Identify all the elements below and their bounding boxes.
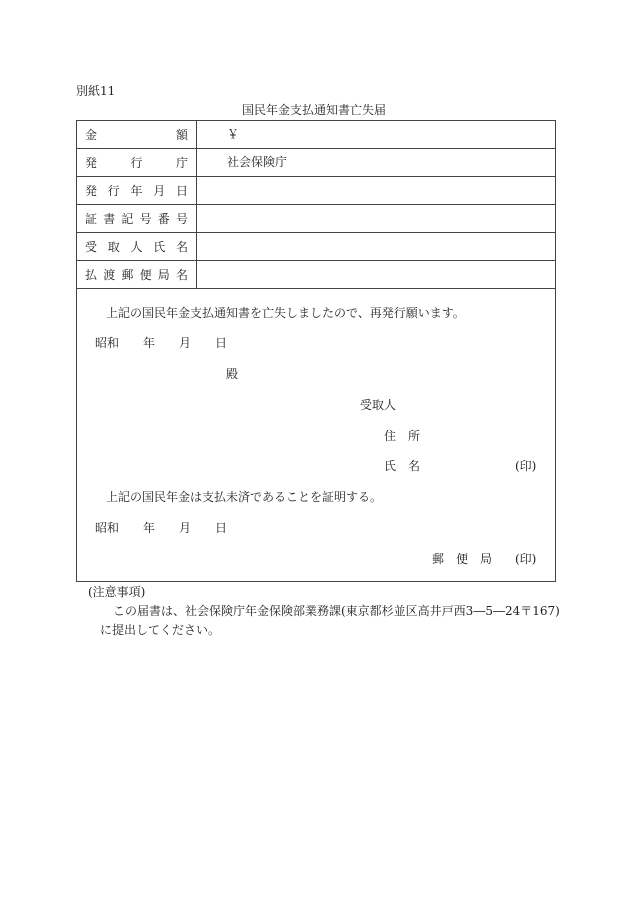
row-label (77, 177, 197, 204)
post-office-label: 郵 便 局 (432, 552, 493, 566)
row-value[interactable]: ￥ (227, 127, 240, 141)
row-label-char: 庁 (175, 156, 188, 170)
row-label-char: 局 (157, 268, 170, 282)
date-era-1: 昭和 (95, 336, 120, 350)
row-label-char: 人 (130, 240, 143, 254)
address-label: 住 所 (384, 429, 421, 443)
name-label: 氏 名 (384, 459, 421, 473)
row-label (77, 149, 197, 176)
row-label-char: 額 (175, 128, 188, 142)
row-label-char: 日 (175, 184, 188, 198)
date-year-1: 年 (143, 336, 156, 350)
row-label-char: 発 (85, 184, 98, 198)
row-label-char: 便 (139, 268, 152, 282)
row-label-char: 行 (130, 156, 143, 170)
seal-mark-1: (印) (515, 459, 537, 473)
row-label-char: 行 (107, 184, 120, 198)
row-label-char: 渡 (103, 268, 116, 282)
seal-mark-2: (印) (515, 552, 537, 566)
date-day-1: 日 (215, 336, 228, 350)
date-month-1: 月 (179, 336, 192, 350)
table-row (77, 149, 555, 177)
row-label-char: 金 (85, 128, 98, 142)
document-title: 国民年金支払通知書亡失届 (242, 103, 387, 117)
notes-heading: (注意事項) (88, 585, 146, 599)
notes-line-2: に提出してください。 (100, 623, 221, 637)
table-row (77, 121, 555, 149)
row-label-char: 年 (130, 184, 143, 198)
row-label (77, 205, 197, 232)
row-label (77, 121, 197, 148)
row-label-char: 番 (157, 212, 170, 226)
row-label-char: 氏 (153, 240, 166, 254)
date-month-2: 月 (179, 521, 192, 535)
row-label-char: 記 (121, 212, 134, 226)
recipient-label: 受取人 (360, 398, 397, 412)
row-label-char: 証 (85, 212, 98, 226)
row-label-char: 書 (103, 212, 116, 226)
row-label-char: 払 (85, 268, 98, 282)
row-value[interactable]: 社会保険庁 (227, 155, 288, 169)
row-label-char: 号 (175, 212, 188, 226)
table-row (77, 261, 555, 289)
notes-line-1: この届書は、社会保険庁年金保険部業務課(東京都杉並区高井戸西3―5―24〒167) (113, 604, 560, 618)
row-label-char: 号 (139, 212, 152, 226)
date-era-2: 昭和 (95, 521, 120, 535)
row-label (77, 261, 197, 288)
date-day-2: 日 (215, 521, 228, 535)
form-table (76, 120, 556, 582)
row-label-char: 受 (85, 240, 98, 254)
addressee-suffix: 殿 (226, 367, 239, 381)
row-label (77, 233, 197, 260)
table-row (77, 205, 555, 233)
certify-text: 上記の国民年金は支払未済であることを証明する。 (106, 490, 383, 504)
row-label-char: 発 (85, 156, 98, 170)
row-label-char: 郵 (121, 268, 134, 282)
row-label-char: 名 (175, 240, 188, 254)
attachment-label: 別紙11 (76, 84, 116, 98)
date-year-2: 年 (143, 521, 156, 535)
table-row (77, 177, 555, 205)
row-label-char: 月 (153, 184, 166, 198)
request-text: 上記の国民年金支払通知書を亡失しましたので、再発行願います。 (106, 306, 465, 320)
row-label-char: 名 (175, 268, 188, 282)
table-row (77, 233, 555, 261)
row-label-char: 取 (107, 240, 120, 254)
